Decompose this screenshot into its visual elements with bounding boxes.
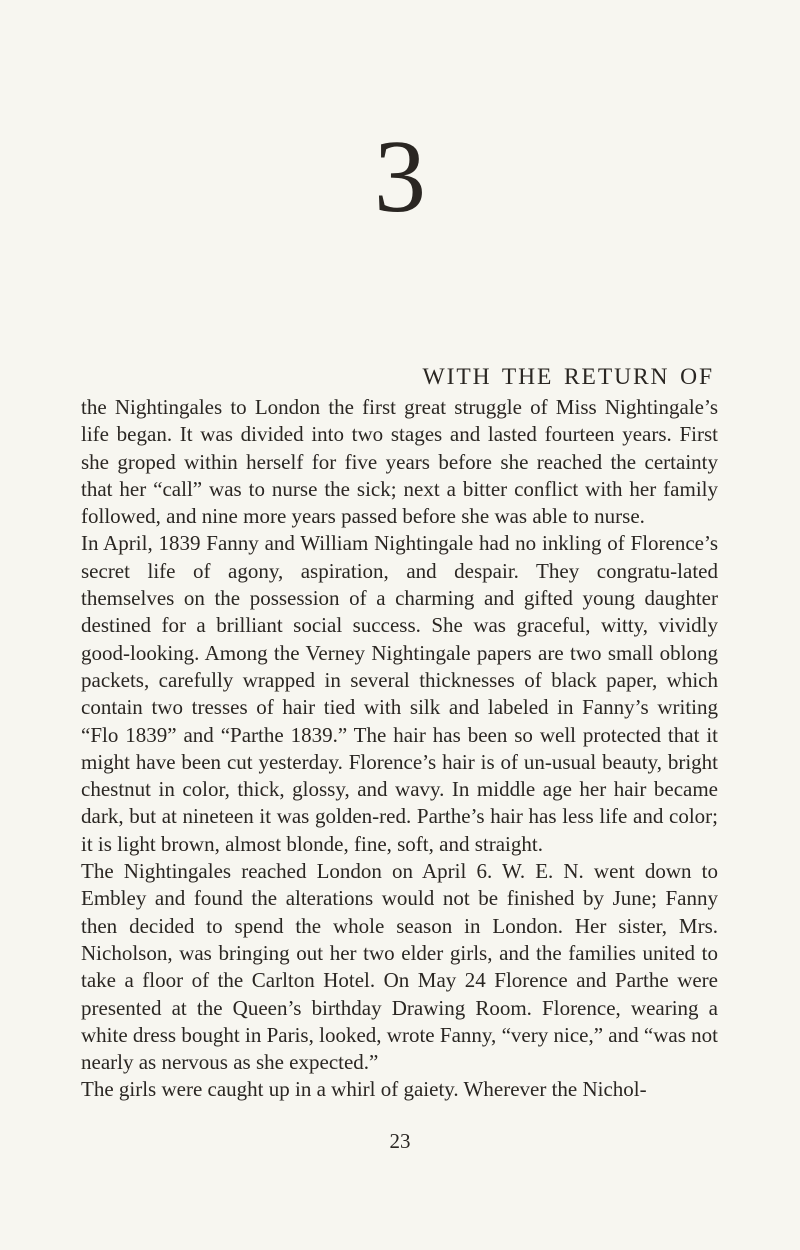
paragraph-1: the Nightingales to London the first great struggle of Miss Nightingale’s life began. It was divided into two stages and lasted fourteen years. First she groped within herself for five years before she reached the certainty that her “call” was to nurse the sick; next a bitter conflict with her family followed, and nine more years passed before she was able to nurse. bbox=[81, 395, 718, 529]
paragraph-3: The Nightingales reached London on April 6. W. E. N. went down to Embley and found the alterations would not be finished by June; Fanny then decided to spend the whole season in London. Her sister, Mrs. Nicholson, was bringing out her two elder girls, and the families united to take a floor of the Carlton Hotel. On May 24 Florence and Parthe were presented at the Queen’s birthday Drawing Room. Florence, wearing a white dress bought in Paris, looked, wrote Fanny, “very nice,” and “was not nearly as nervous as she expected.” bbox=[81, 859, 718, 1075]
opening-small-caps: WITH THE RETURN OF bbox=[422, 364, 714, 390]
paragraph-2: In April, 1839 Fanny and William Nightingale had no inkling of Florence’s secret life of agony, aspiration, and despair. They congratu-lated themselves on the possession of a charming and gifted young daughter destined for a brilliant social success. She was graceful, witty, vividly good-looking. Among the Verney Nightingale papers are two small oblong packets, carefully wrapped in several thicknesses of black paper, which contain two tresses of hair tied with silk and labeled in Fanny’s writing “Flo 1839” and “Parthe 1839.” The hair has been so well protected that it might have been cut yesterday. Florence’s hair is of un-usual beauty, bright chestnut in color, thick, glossy, and wavy. In middle age her hair became dark, but at nineteen it was golden-red. Parthe’s hair has less life and color; it is light brown, almost blonde, fine, soft, and straight. bbox=[81, 531, 718, 856]
paragraph-4: The girls were caught up in a whirl of gaiety. Wherever the Nichol- bbox=[81, 1077, 647, 1102]
page-number: 23 bbox=[389, 1129, 411, 1153]
body-text bbox=[81, 360, 718, 1104]
chapter-number: 3 bbox=[374, 119, 426, 234]
